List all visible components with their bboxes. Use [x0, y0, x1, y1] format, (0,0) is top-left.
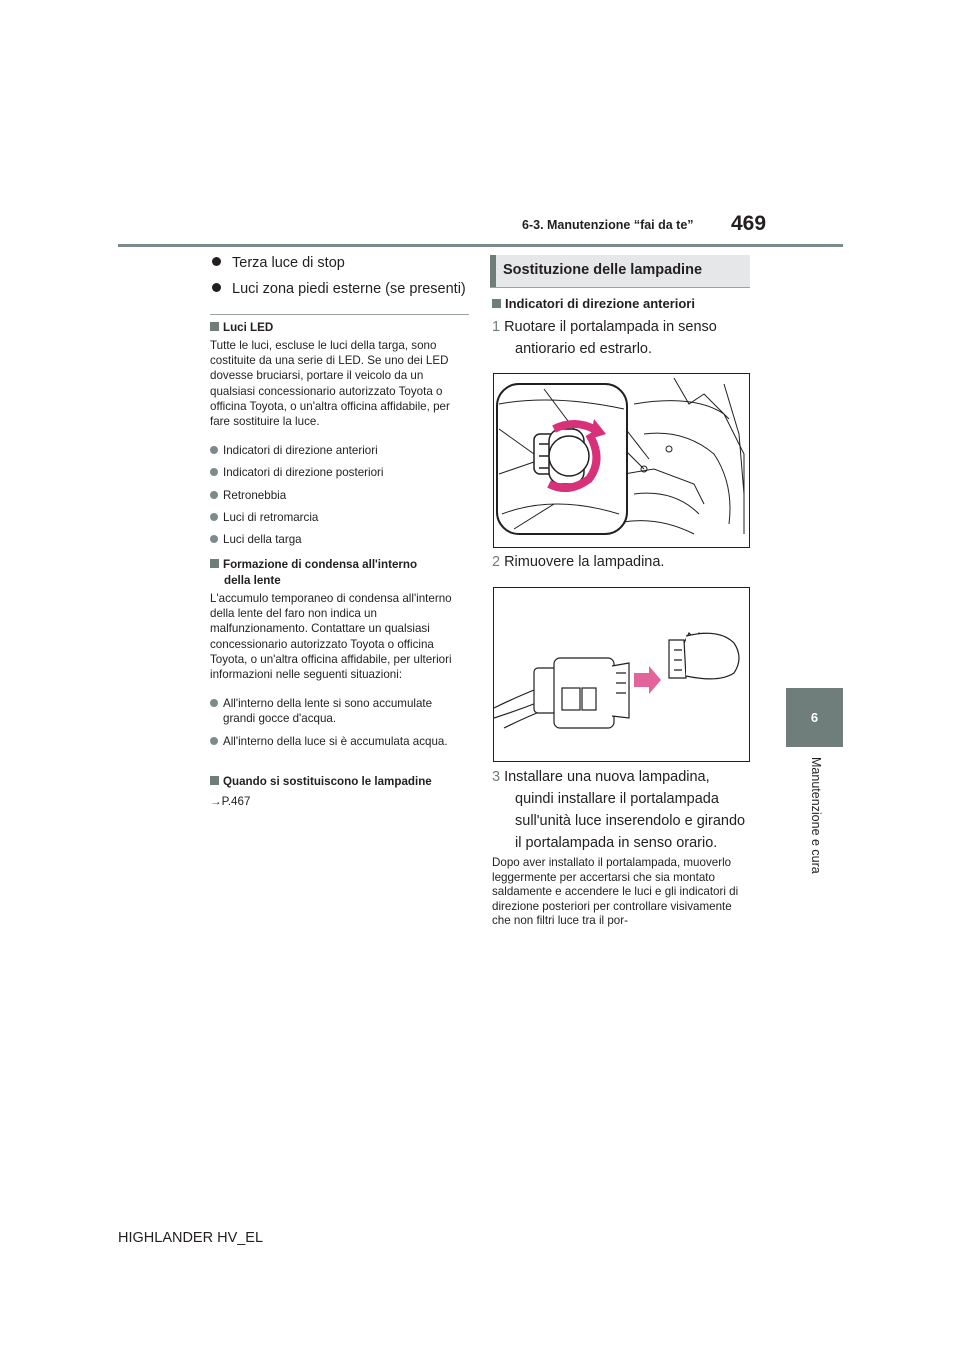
square-bullet-icon: [210, 776, 219, 785]
condensation-heading: Formazione di condensa all'interno: [210, 557, 417, 572]
section-heading: Sostituzione delle lampadine: [503, 262, 703, 278]
led-heading: Luci LED: [210, 320, 273, 335]
step-1: 1 Ruotare il portalampada in senso antiorario ed estrarlo.: [492, 319, 717, 357]
list-item: Indicatori di direzione anteriori: [210, 443, 378, 458]
led-text: Tutte le luci, escluse le luci della targa, sono costituite da una serie di LED. Se uno dei LED dovesse bruciarsi, portare il veicolo da un qualsiasi concessionario autorizzato Toyota o officina Toyota, o un'altra officina affidabile, per fare sostituire la luce.: [210, 339, 450, 429]
section-heading-bar: [490, 255, 496, 287]
replacing-heading: Quando si sostituiscono le lampadine: [210, 774, 432, 789]
bullet-icon: [212, 283, 221, 292]
footer-model: HIGHLANDER HV_EL: [118, 1230, 264, 1246]
page-number: 469: [731, 212, 767, 235]
step-2: 2 Rimuovere la lampadina.: [492, 554, 665, 570]
list-item: Luci di retromarcia: [210, 510, 318, 525]
section-heading-rule: [490, 287, 750, 288]
bullet-icon: [210, 446, 218, 454]
bullet-icon: [210, 468, 218, 476]
bullet-item: Luci zona piedi esterne (se presenti): [212, 280, 466, 298]
list-item: All'interno della lente si sono accumulate grandi gocce d'acqua.: [210, 696, 466, 726]
bullet-item: Terza luce di stop: [212, 254, 345, 272]
holder-rotate-illustration: [494, 374, 749, 547]
chapter-tab: [786, 688, 843, 747]
bullet-icon: [212, 257, 221, 266]
list-item: Indicatori di direzione posteriori: [210, 465, 383, 480]
note-text: Dopo aver installato il portalampada, muoverlo leggermente per accertarsi che sia montato saldamente e accendere le luci e gli indicatori di direzione posteriori per controllare visivamente che non filtri luce tra il por-: [492, 856, 739, 928]
condensation-text: L'accumulo temporaneo di condensa all'interno della lente del faro non indica un malfunzionamento. Contattare un qualsiasi concessionario autorizzato Toyota o officina Toyota, o un'altra officina affidabile, per ulteriori informazioni nelle seguenti situazioni:: [210, 592, 452, 682]
figure-rotate-holder: [493, 373, 750, 548]
bullet-icon: [210, 737, 218, 745]
square-bullet-icon: [492, 299, 501, 308]
arrow-icon: →: [210, 795, 222, 808]
bullet-icon: [210, 513, 218, 521]
bullet-icon: [210, 491, 218, 499]
step-3: 3 Installare una nuova lampadina, quindi installare il portalampada sull'unità luce inserendolo e girando il portalampada in senso orario.: [492, 769, 746, 851]
condensation-heading-line2: della lente: [224, 574, 281, 587]
header-rule: [118, 244, 843, 247]
bullet-icon: [210, 535, 218, 543]
chapter-label: Manutenzione e cura: [809, 757, 823, 874]
section-title: 6-3. Manutenzione “fai da te”: [522, 218, 694, 232]
step-number: 2: [492, 554, 501, 570]
figure-remove-bulb: [493, 587, 750, 762]
page-reference: →P.467: [210, 795, 251, 808]
square-bullet-icon: [210, 559, 219, 568]
step-number: 1: [492, 319, 501, 335]
divider: [210, 314, 469, 315]
list-item: Luci della targa: [210, 532, 302, 547]
step-number: 3: [492, 769, 501, 785]
list-item: Retronebbia: [210, 488, 286, 503]
list-item: All'interno della luce si è accumulata acqua.: [210, 734, 450, 749]
chapter-number: 6: [810, 710, 819, 725]
bullet-icon: [210, 699, 218, 707]
subheading: Indicatori di direzione anteriori: [492, 296, 695, 311]
bulb-removal-illustration: [494, 588, 749, 761]
square-bullet-icon: [210, 322, 219, 331]
